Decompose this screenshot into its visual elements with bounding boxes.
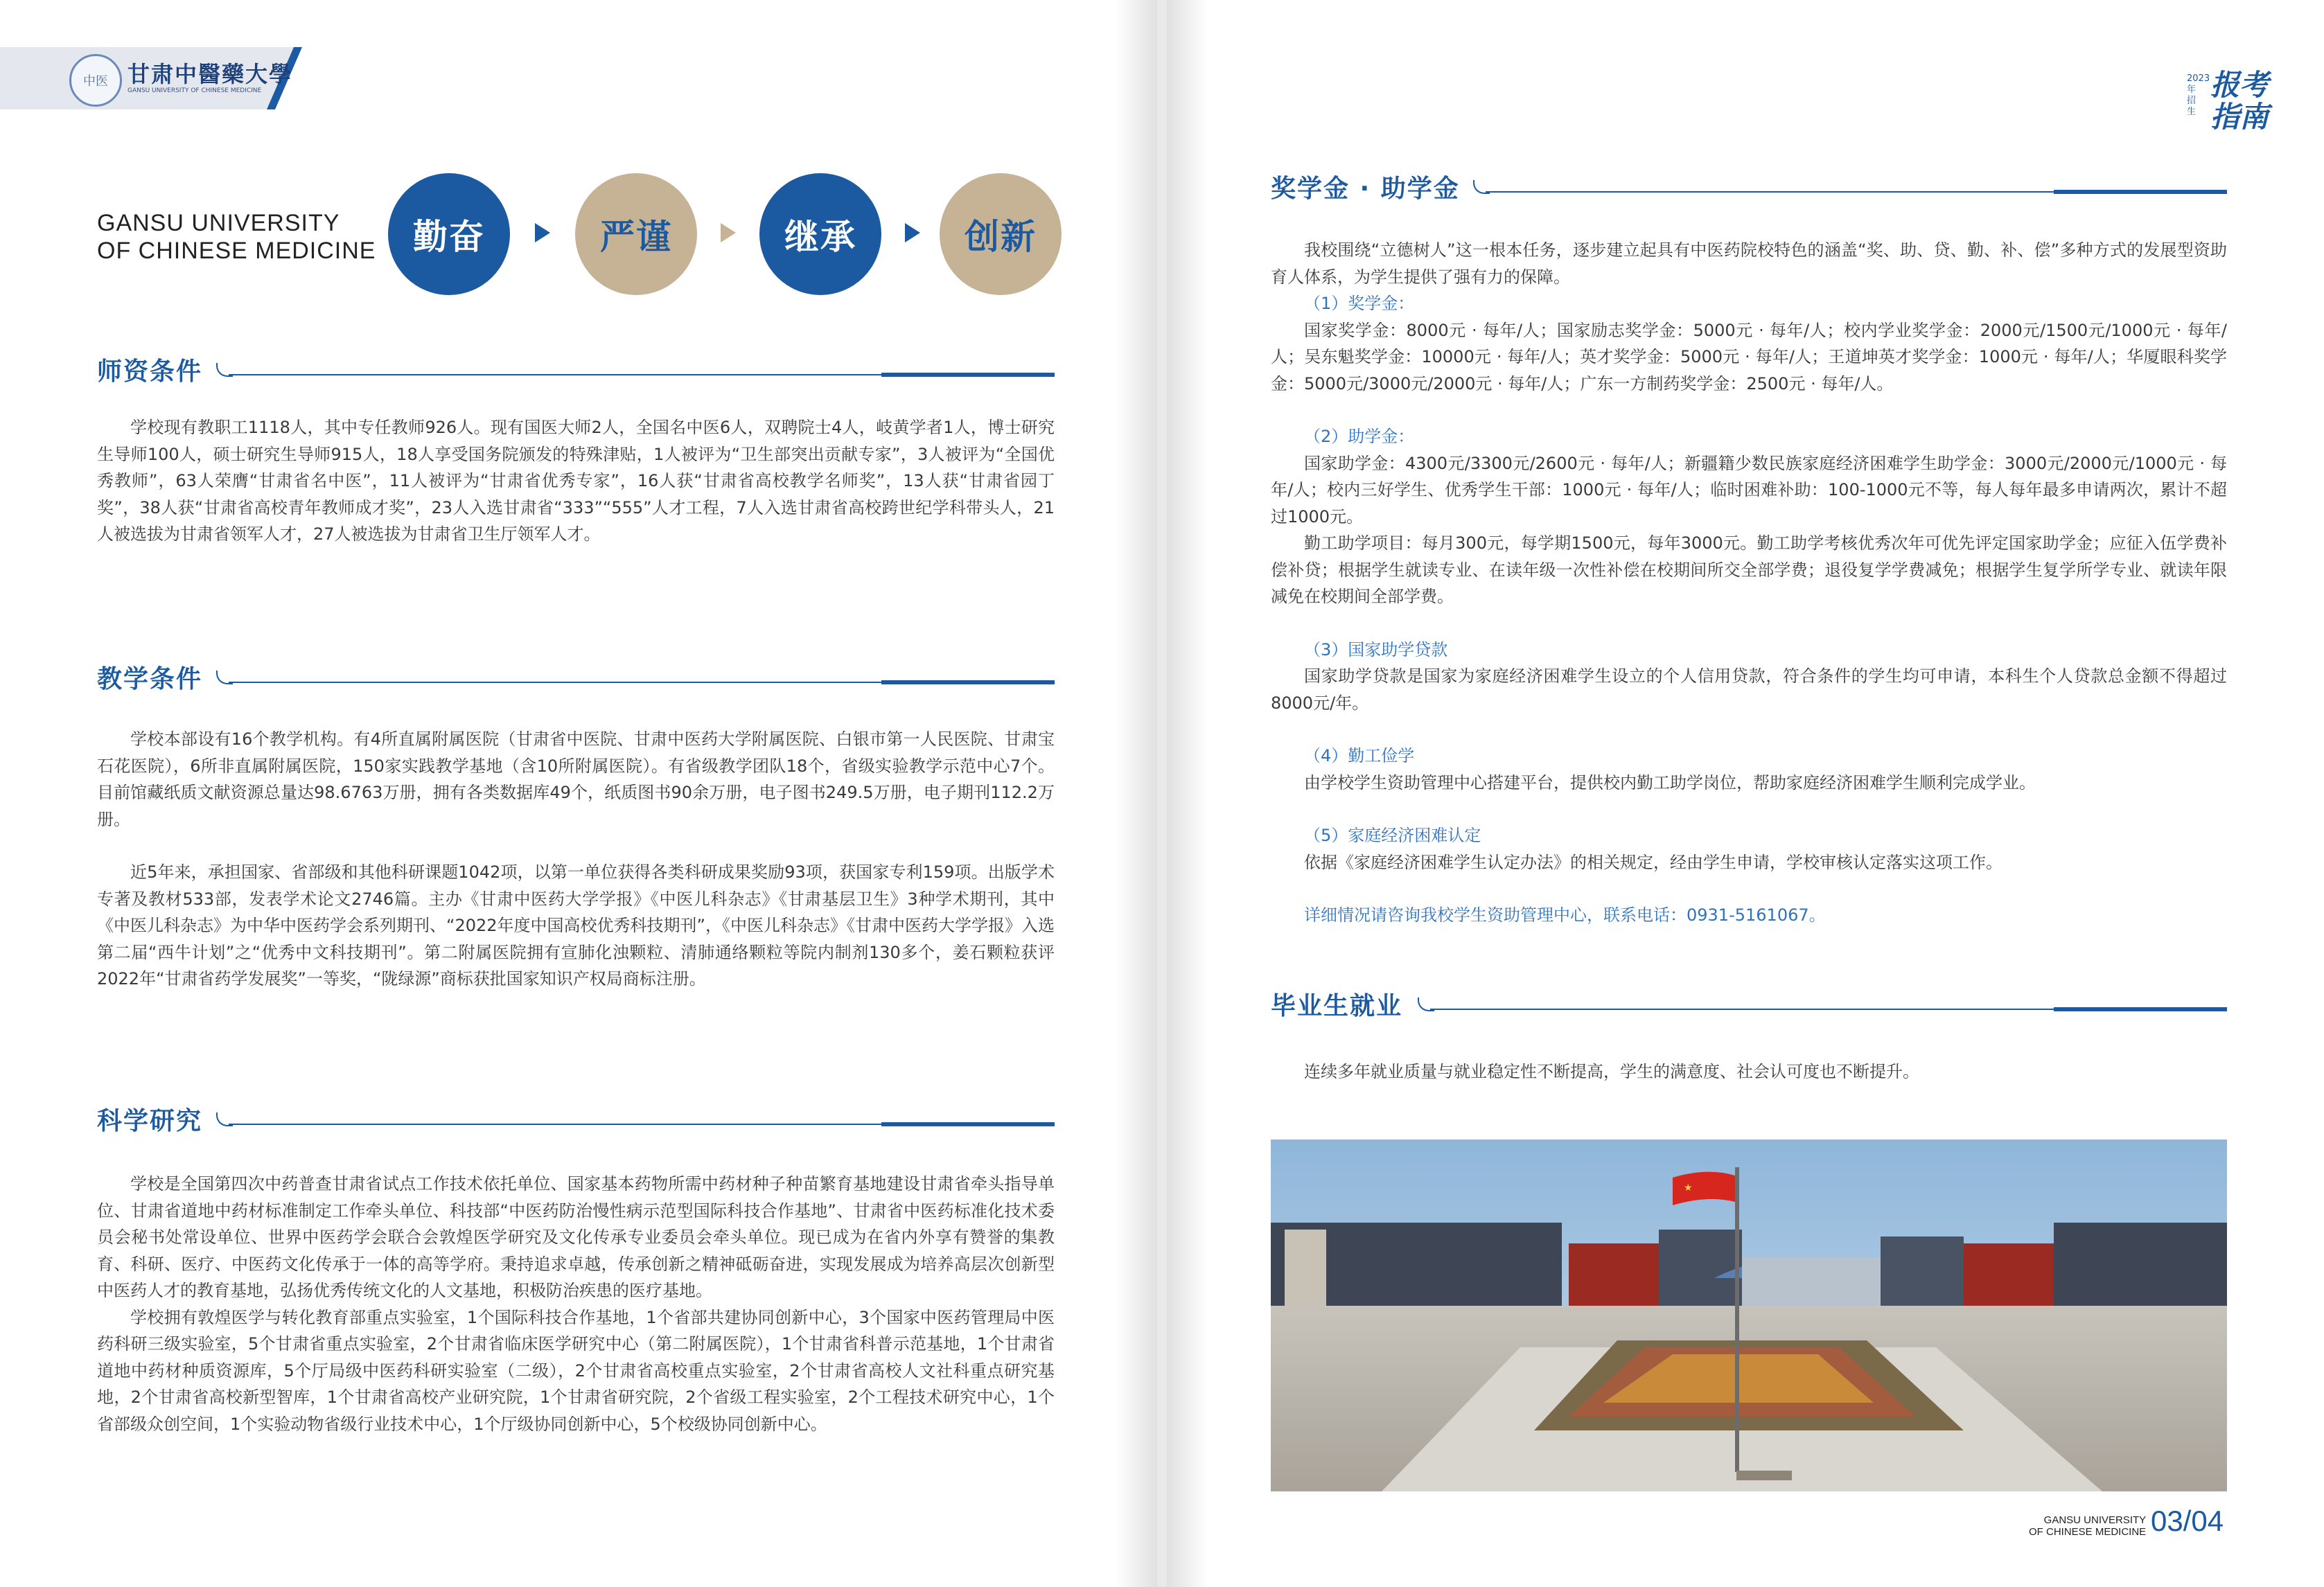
scholarship-intro: 我校围绕“立德树人”这一根本任务，逐步建立起具有中医药院校特色的涵盖“奖、助、贷、勤、补、偿”多种方式的发展型资助育人体系，为学生提供了强有力的保障。 xyxy=(1271,240,2227,287)
footer-english-line-1: GANSU UNIVERSITY xyxy=(2043,1514,2147,1526)
english-name xyxy=(97,209,376,265)
motto-circle-2: 严谨 xyxy=(575,173,697,295)
contact-info: 详细情况请咨询我校学生资助管理中心，联系电话：0931-5161067。 xyxy=(1304,905,1826,925)
section-title-teaching: 教学条件 xyxy=(97,665,203,693)
section-title-research: 科学研究 xyxy=(97,1107,203,1135)
english-name-line-2: OF CHINESE MEDICINE xyxy=(97,238,376,264)
left-page xyxy=(0,0,1157,1587)
footer-english-line-2: OF CHINESE MEDICINE xyxy=(2029,1526,2147,1538)
right-page xyxy=(1167,0,2324,1587)
scholarship-heading: （1）奖学金： xyxy=(1304,294,1415,313)
scholarship-text xyxy=(1271,237,2227,929)
admission-guide-brand xyxy=(2172,69,2269,139)
english-name-line-1: GANSU UNIVERSITY xyxy=(97,210,340,236)
grant-detail: 国家助学金：4300元/3300元/2600元 · 每年/人；新疆籍少数民族家庭经济困难学生助学金：3000元/2000元/1000元 · 每年/人；校内三好学生、优秀学生干部：1000元 · 每年/人；临时困难补助：100-1000元不等，每人每年最多申请两次，累计不超过1000元。 xyxy=(1271,453,2227,526)
loan-heading: （3）国家助学贷款 xyxy=(1304,639,1448,659)
section-title-faculty: 师资条件 xyxy=(97,357,203,386)
brand-year-label: 2023年招生 xyxy=(2187,73,2210,117)
university-logo-subtitle: GANSU UNIVERSITY OF CHINESE MEDICINE xyxy=(127,87,262,94)
page-number: 03/04 xyxy=(2151,1505,2224,1537)
faculty-text xyxy=(97,414,1055,548)
loan-detail: 国家助学贷款是国家为家庭经济困难学生设立的个人信用贷款，符合条件的学生均可申请，本科生个人贷款总金额不得超过8000元/年。 xyxy=(1271,666,2227,713)
hardship-detail: 依据《家庭经济困难学生认定办法》的相关规定，经由学生申请，学校审核认定落实这项工作。 xyxy=(1304,852,2002,872)
hardship-heading: （5）家庭经济困难认定 xyxy=(1304,826,1481,845)
university-emblem-icon: 中医 xyxy=(69,54,122,107)
motto-circle-4: 创新 xyxy=(940,173,1062,295)
page-gutter-shadow xyxy=(1167,0,1208,1587)
research-text xyxy=(97,1171,1055,1437)
brand-title-line-1: 报考 xyxy=(2210,68,2269,102)
research-paragraph-1: 学校是全国第四次中药普查甘肃省试点工作技术依托单位、国家基本药物所需中药材种子种苗繁育基地建设甘肃省牵头指导单位、甘肃省道地中药材标准制定工作牵头单位、科技部“中医药防治慢性病示范型国际科技合作基地”、甘肃省中医药标准化技术委员会秘书处常设单位、世界中医药学会联合会敦煌医学研究及文化传承专业委员会牵头单位。现已成为在省内外享有赞誉的集教育、科研、医疗、中医药文化传承于一体的高等学府。秉持追求卓越，传承创新之精神砥砺奋进，实现发展成为培养高层次创新型中医药人才的教育基地，弘扬优秀传统文化的人文基地，积极防治疾患的医疗基地。 xyxy=(97,1174,1055,1300)
section-divider xyxy=(229,680,1055,684)
brand-title xyxy=(2210,69,2269,133)
teaching-paragraph-1: 学校本部设有16个教学机构。有4所直属附属医院（甘肃省中医院、甘肃中医药大学附属医院、白银市第一人民医院、甘肃宝石花医院），6所非直属附属医院，150家实践教学基地（含10所附属医院）。有省级教学团队18个，省级实验教学示范中心7个。目前馆藏纸质文献资源总量达98.6763万册，拥有各类数据库49个，纸质图书90余万册，电子图书249.5万册，电子期刊112.2万册。 xyxy=(97,729,1055,829)
teaching-text xyxy=(97,726,1055,993)
svg-text:★: ★ xyxy=(1684,1182,1693,1194)
page-gutter-shadow xyxy=(1116,0,1157,1587)
teaching-paragraph-2: 近5年来，承担国家、省部级和其他科研课题1042项，以第一单位获得各类科研成果奖励93项，获国家专利159项。出版学术专著及教材533部，发表学术论文2746篇。主办《甘肃中医药大学学报》《中医儿科杂志》《甘肃基层卫生》3种学术期刊，其中《中医儿科杂志》为中华中医药学会系列期刊、“2022年度中国高校优秀科技期刊”，《中医儿科杂志》《甘肃中医药大学学报》入选第二届“西牛计划”之“优秀中文科技期刊”。第二附属医院拥有宣肺化浊颗粒、清肺通络颗粒等院内制剂130多个，姜石颗粒获评2022年“甘肃省药学发展奖”一等奖，“陇绿源”商标获批国家知识产权局商标注册。 xyxy=(97,862,1055,988)
motto-circle-3: 继承 xyxy=(759,173,881,295)
section-title-scholarship: 奖学金 · 助学金 xyxy=(1271,175,1460,203)
motto-arrow-icon xyxy=(535,223,550,242)
motto-circle-1: 勤奋 xyxy=(388,173,510,295)
section-divider xyxy=(229,1122,1055,1126)
part-time-heading: （4）勤工俭学 xyxy=(1304,746,1415,765)
faculty-paragraph: 学校现有教职工1118人，其中专任教师926人。现有国医大师2人，全国名中医6人，双聘院士4人，岐黄学者1人，博士研究生导师100人，硕士研究生导师915人，18人享受国务院颁发的特殊津贴，1人被评为“卫生部突出贡献专家”，3人被评为“全国优秀教师”，63人荣膺“甘肃省名中医”，11人被评为“甘肃省优秀专家”，16人获“甘肃省高校教学名师奖”，13人获“甘肃省园丁奖”，38人获“甘肃省高校青年教师成才奖”，23人入选甘肃省“333”“555”人才工程，7人入选甘肃省高校跨世纪学科带头人，21人被选拔为甘肃省领军人才，27人被选拔为甘肃省卫生厅领军人才。 xyxy=(97,418,1055,544)
section-divider xyxy=(1486,190,2227,194)
scholarship-detail: 国家奖学金：8000元 · 每年/人；国家励志奖学金：5000元 · 每年/人；校内学业奖学金：2000元/1500元/1000元 · 每年/人；吴东魁奖学金：10000元 · 每年/人；英才奖学金：5000元 · 每年/人；王道坤英才奖学金：1000元 · 每年/人；华厦眼科奖学金：5000元/3000元/2000元 · 每年/人；广东一方制药奖学金：2500元 · 每年/人。 xyxy=(1271,320,2227,393)
section-divider xyxy=(229,373,1055,377)
employment-text xyxy=(1271,1058,2227,1085)
motto-arrow-icon xyxy=(721,223,736,242)
employment-paragraph: 连续多年就业质量与就业稳定性不断提高，学生的满意度、社会认可度也不断提升。 xyxy=(1304,1062,1919,1081)
research-paragraph-2: 学校拥有敦煌医学与转化教育部重点实验室，1个国际科技合作基地，1个省部共建协同创新中心，3个国家中医药管理局中医药科研三级实验室，5个甘肃省重点实验室，2个甘肃省临床医学研究中心（第二附属医院），1个甘肃省科普示范基地，1个甘肃省道地中药材种质资源库，5个厅局级中医药科研实验室（二级），2个甘肃省高校重点实验室，2个甘肃省高校人文社科重点研究基地，2个甘肃省高校新型智库，1个甘肃省高校产业研究院，1个甘肃省研究院，2个省级工程实验室，2个工程技术研究中心，1个省部级众创空间，1个实验动物省级行业技术中心，1个厅级协同创新中心，5个校级协同创新中心。 xyxy=(97,1307,1055,1434)
grant-heading: （2）助学金： xyxy=(1304,427,1415,446)
section-title-employment: 毕业生就业 xyxy=(1271,992,1403,1020)
footer-english-name xyxy=(2029,1514,2146,1538)
university-logo-bar xyxy=(0,47,298,109)
section-divider xyxy=(1430,1007,2227,1011)
motto-arrow-icon xyxy=(905,223,920,242)
part-time-detail: 由学校学生资助管理中心搭建平台，提供校内勤工助学岗位，帮助家庭经济困难学生顺利完成学业。 xyxy=(1304,772,2036,792)
brand-title-line-2: 指南 xyxy=(2210,100,2269,134)
campus-photo-image xyxy=(1271,1140,2227,1491)
work-study-detail: 勤工助学项目：每月300元，每学期1500元，每年3000元。勤工助学考核优秀次年可优先评定国家助学金；应征入伍学费补偿补贷；根据学生就读专业、在读年级一次性补偿在校期间所交全部学费；退役复学学费减免；根据学生复学所学专业、就读年限减免在校期间全部学费。 xyxy=(1271,533,2227,606)
university-logo-name: 甘肃中醫藥大學 xyxy=(127,61,293,87)
campus-photo xyxy=(1271,1140,2227,1491)
